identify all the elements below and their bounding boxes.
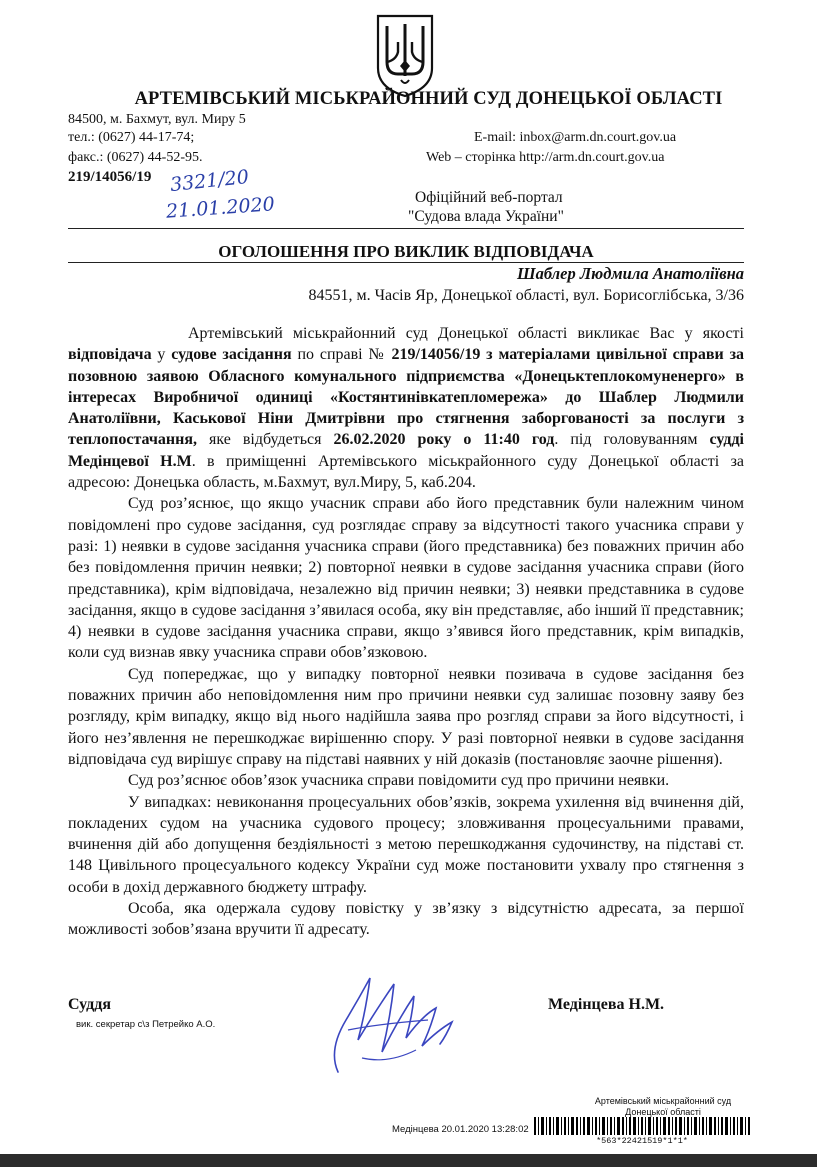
addressee-name: Шаблер Людмила Анатоліївна bbox=[517, 264, 744, 283]
court-phone: тел.: (0627) 44-17-74; bbox=[68, 130, 195, 145]
recipient-line-1: Офіційний веб-портал bbox=[415, 189, 563, 206]
case-number: 219/14056/19 bbox=[68, 169, 152, 185]
paragraph-fine-warning: У випадках: невиконання процесуальних обов’язків, зокрема ухилення від вчинення дій, покладених судом на учасника судового процесу; зловживання процесуальними правами, вчинення дій або допущення бездіяльності з метою перешкоджання судочинству, на підставі ст. 148 Цивільного процесуального кодексу України суд може постановити ухвалу про стягнення з особи в дохід державного бюджету штрафу. bbox=[68, 793, 744, 896]
handwritten-signature-icon bbox=[318, 960, 468, 1080]
court-fax: факс.: (0627) 44-52-95. bbox=[68, 150, 203, 165]
court-website: Web – сторінка http://arm.dn.court.gov.ua bbox=[426, 150, 665, 165]
handwritten-date: 21.01.2020 bbox=[165, 193, 276, 223]
stamp-court-name: Артемівський міськрайонний суд Донецької області bbox=[594, 1096, 732, 1117]
recipient-line-2: "Судова влада України" bbox=[408, 208, 564, 225]
paragraph-absence-rules: Суд роз’яснює, що якщо учасник справи або його представник були належним чином повідомлені про судове засідання, суд розглядає справу за відсутності такого учасника справи у разі: 1) неявки в судове засідання учасника справи (його представника) без поважних причин або без повідомлення причин неявки; 2) повторної неявки в судове засідання учасника справи (його представника), крім відповідача, незалежно від причин неявки; 3) неявки представника в судове засідання, якщо в судове засідання з’явилася особа, яку він представляє, або інший її представник; 4) неявки в судове засідання учасника справи, якщо з’явився його представник, крім випадків, коли суд визнав явку учасника справи обов’язковою. bbox=[68, 495, 744, 662]
signature-role: Суддя bbox=[68, 996, 111, 1013]
paragraph-delivery-duty: Особа, яка одержала судову повістку у зв’язку з відсутністю адресата, за першої можливості зобов’язана вручити її адресату. bbox=[68, 900, 744, 939]
court-name-heading: АРТЕМІВСЬКИЙ МІСЬКРАЙОННИЙ СУД ДОНЕЦЬКОЇ ОБЛАСТІ bbox=[134, 89, 723, 109]
notice-title: ОГОЛОШЕННЯ ПРО ВИКЛИК ВІДПОВІДАЧА bbox=[218, 242, 594, 261]
trident-emblem-icon bbox=[374, 12, 436, 98]
paragraph-duty-to-inform: Суд роз’яснює обов’язок учасника справи повідомити суд про причини неявки. bbox=[128, 772, 670, 790]
scan-edge bbox=[0, 1154, 817, 1167]
secretary-line: вик. секретар с\з Петрейко А.О. bbox=[76, 1019, 216, 1030]
paragraph-summons: Артемівський міськрайонний суд Донецької області викликає Вас у якості відповідача у судове засідання по справі № 219/14056/19 з матеріалами цивільної справи за позовною заявою Обласного комунального підприємства «Донецьктеплокомуненерго» в інтересах Виробничої одиниці «Костянтинівкатепломережа» до Шаблер Людмили Анатоліївни, Каськової Ніни Дмитрівни про стягнення заборгованості за послуги з теплопостачання, яке відбудеться 26.02.2020 року о 11:40 год. під головуванням судді Медінцевої Н.М. в приміщенні Артемівського міськрайонного суду Донецької області за адресою: Донецька область, м.Бахмут, вул.Миру, 5, каб.204. bbox=[68, 325, 745, 492]
court-address: 84500, м. Бахмут, вул. Миру 5 bbox=[68, 112, 246, 127]
divider-top bbox=[68, 228, 744, 229]
handwritten-outgoing-number: 3321/20 bbox=[169, 165, 250, 197]
stamp-author-timestamp: Медінцева 20.01.2020 13:28:02 bbox=[392, 1124, 529, 1135]
court-email: E-mail: inbox@arm.dn.court.gov.ua bbox=[474, 130, 677, 145]
notice-body bbox=[68, 323, 744, 941]
divider-bottom bbox=[68, 262, 744, 263]
paragraph-plaintiff-warning: Суд попереджає, що у випадку повторної неявки позивача в судове засідання без поважних причин або неповідомлення ним про причини неявки суд залишає позовну заяву без розгляду, крім випадку, якщо від нього надійшла заява про розгляд справи за його відсутності, і його нез’явлення не перешкоджає вирішенню спору. У разі повторної неявки в судове засідання відповідача суд вирішує справу на підставі наявних у ній доказів (постановляє заочне рішення). bbox=[68, 665, 744, 768]
barcode-text: *563*22421519*1*1* bbox=[596, 1136, 688, 1146]
judge-name: Медінцева Н.М. bbox=[548, 996, 665, 1013]
addressee-address: 84551, м. Часів Яр, Донецької області, вул. Борисоглібська, 3/36 bbox=[308, 287, 744, 304]
barcode-icon bbox=[534, 1117, 750, 1135]
